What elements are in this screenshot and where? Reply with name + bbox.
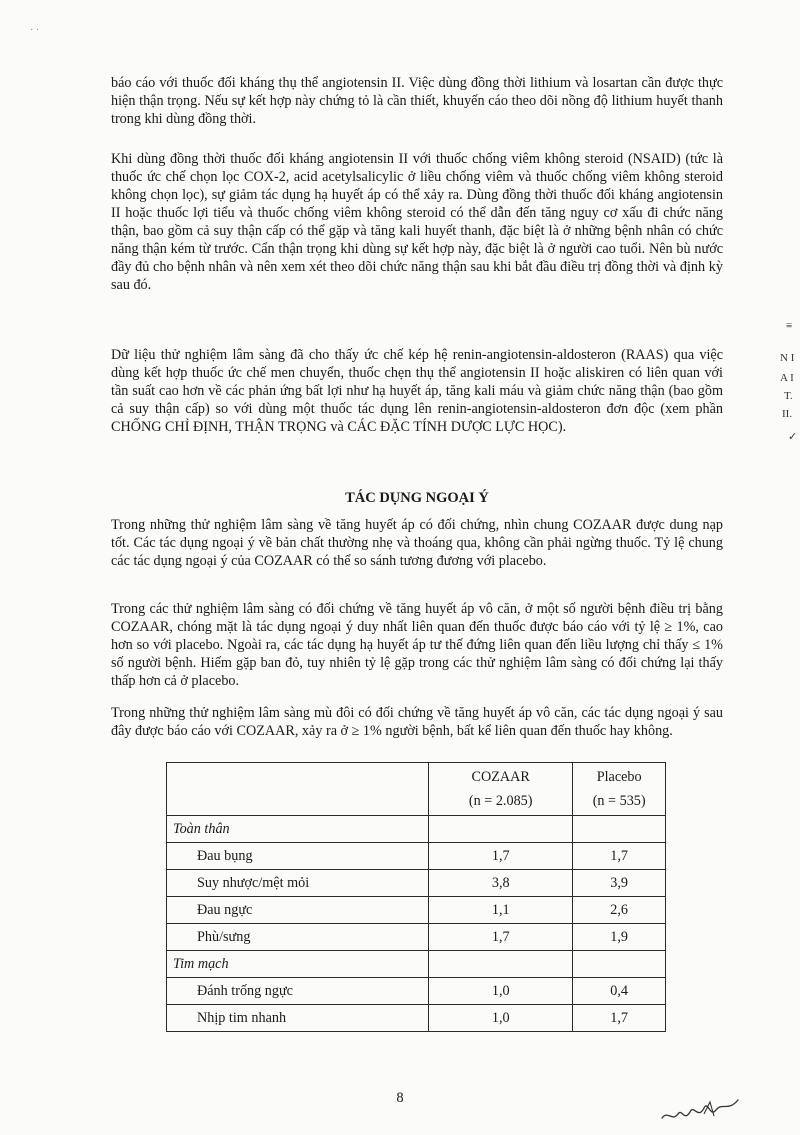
page-number: 8 [396,1090,404,1106]
table-header-cozaar [429,763,573,816]
cell-placebo: 1,7 [573,1005,666,1032]
margin-mark: ≡ [786,320,793,332]
margin-mark: T. [784,390,793,402]
row-label: Phù/sưng [167,924,429,951]
margin-mark: A I [780,372,794,384]
cell-cozaar [429,951,573,978]
header-cozaar-name: COZAAR [471,769,530,785]
table-row [167,924,666,951]
table-header-empty-cell [167,763,429,816]
row-label: Đau bụng [167,843,429,870]
table-row-category [167,951,666,978]
cell-placebo [573,951,666,978]
adverse-events-table [166,762,666,1032]
cell-cozaar: 1,0 [429,978,573,1005]
paragraph-text: Trong những thử nghiệm lâm sàng về tăng huyết áp có đối chứng, nhìn chung COZAAR được dung nạp tốt. Các tác dụng ngoại ý về bản chất thường nhẹ và thoáng qua, không cần phải ngừng thuốc. Tỷ lệ chung các tác dụng ngoại ý của COZAAR có thể so sánh tương đương với placebo. [111,517,723,569]
row-label: Đau ngực [167,897,429,924]
paragraph-text: báo cáo với thuốc đối kháng thụ thể angiotensin II. Việc dùng đồng thời lithium và losartan cần được thực hiện thận trọng. Nếu sự kết hợp này chứng tỏ là cần thiết, khuyến cáo theo dõi nồng độ lithium huyết thanh trong khi dùng đồng thời. [111,75,723,127]
row-label: Nhịp tim nhanh [167,1005,429,1032]
table-header-row [167,763,666,816]
row-label: Đánh trống ngực [167,978,429,1005]
section-heading: TÁC DỤNG NGOẠI Ý [345,490,489,506]
paragraph-text: Trong những thử nghiệm lâm sàng mù đôi có đối chứng về tăng huyết áp vô căn, các tác dụng ngoại ý sau đây được báo cáo với COZAAR, xảy ra ở ≥ 1% người bệnh, bất kể liên quan đến thuốc hay không. [111,705,723,739]
category-label: Tim mạch [167,951,429,978]
row-label: Suy nhược/mệt mỏi [167,870,429,897]
margin-mark: N I [780,352,795,364]
table-row-category [167,816,666,843]
cell-placebo [573,816,666,843]
paragraph-lithium [111,74,723,128]
scan-artifact: · · [30,25,40,36]
paragraph-nsaid [111,150,723,294]
table-row [167,1005,666,1032]
paragraph-text: Dữ liệu thử nghiệm lâm sàng đã cho thấy ức chế kép hệ renin-angiotensin-aldosteron (RAAS) qua việc dùng kết hợp thuốc ức chế men chuyển, thuốc chẹn thụ thể angiotensin II hoặc aliskiren có liên quan với tần suất cao hơn về các phản ứng bất lợi như hạ huyết áp, tăng kali máu và giảm chức năng thận (bao gồm cả suy thận cấp) so với dùng một thuốc tác dụng lên renin-angiotensin-aldosteron đơn độc (xem phần CHỐNG CHỈ ĐỊNH, THẬN TRỌNG và CÁC ĐẶC TÍNH DƯỢC LỰC HỌC). [111,347,723,435]
paragraph-dizziness [111,600,723,690]
cell-cozaar: 1,1 [429,897,573,924]
table-header-placebo [573,763,666,816]
table-row [167,843,666,870]
margin-mark: ✓ [788,431,798,443]
cell-placebo: 1,9 [573,924,666,951]
header-placebo-n: (n = 535) [592,793,646,809]
cell-cozaar [429,816,573,843]
table-row [167,870,666,897]
paragraph-raas [111,346,723,436]
header-placebo-name: Placebo [596,769,642,785]
cell-cozaar: 1,7 [429,924,573,951]
cell-cozaar: 1,0 [429,1005,573,1032]
category-label: Toàn thân [167,816,429,843]
paragraph-text: Trong các thử nghiệm lâm sàng có đối chứng về tăng huyết áp vô căn, ở một số người bệnh điều trị bằng COZAAR, chóng mặt là tác dụng ngoại ý duy nhất liên quan đến thuốc được báo cáo với tỷ lệ ≥ 1%, cao hơn so với placebo. Ngoài ra, các tác dụng hạ huyết áp tư thế đứng liên quan đến liều lượng chỉ thấy ≤ 1% số người bệnh. Hiếm gặp ban đỏ, tuy nhiên tỷ lệ gặp trong các thử nghiệm lâm sàng có đối chứng lại thấy thấp hơn cả ở placebo. [111,601,723,689]
cell-placebo: 3,9 [573,870,666,897]
cell-placebo: 0,4 [573,978,666,1005]
cell-placebo: 2,6 [573,897,666,924]
margin-mark: II. [782,408,793,420]
paragraph-tolerability [111,516,723,570]
cell-cozaar: 3,8 [429,870,573,897]
paragraph-table-intro [111,704,723,740]
paragraph-text: Khi dùng đồng thời thuốc đối kháng angiotensin II với thuốc chống viêm không steroid (NSAID) (tức là thuốc ức chế chọn lọc COX-2, acid acetylsalicylic ở liều chống viêm và thuốc chống viêm không steroid không chọn lọc), sự giảm tác dụng hạ huyết áp có thể xảy ra. Dùng đồng thời thuốc đối kháng angiotensin II hoặc thuốc lợi tiểu và thuốc chống viêm không steroid có thể dẫn đến tăng nguy cơ xấu đi chức năng thận, bao gồm cả suy thận cấp có thể gặp và tăng kali huyết thanh, đặc biệt là ở những bệnh nhân có chức năng thận kém từ trước. Cẩn thận trọng khi dùng sự kết hợp này, đặc biệt là ở người cao tuổi. Nên bù nước đầy đủ cho bệnh nhân và nên xem xét theo dõi chức năng thận sau khi bắt đầu điều trị đồng thời và định kỳ sau đó. [111,151,723,293]
table-row [167,978,666,1005]
cell-placebo: 1,7 [573,843,666,870]
margin-stamp-marks [772,310,800,610]
handwritten-signature [658,1092,748,1126]
cell-cozaar: 1,7 [429,843,573,870]
table-row [167,897,666,924]
header-cozaar-n: (n = 2.085) [468,793,533,809]
